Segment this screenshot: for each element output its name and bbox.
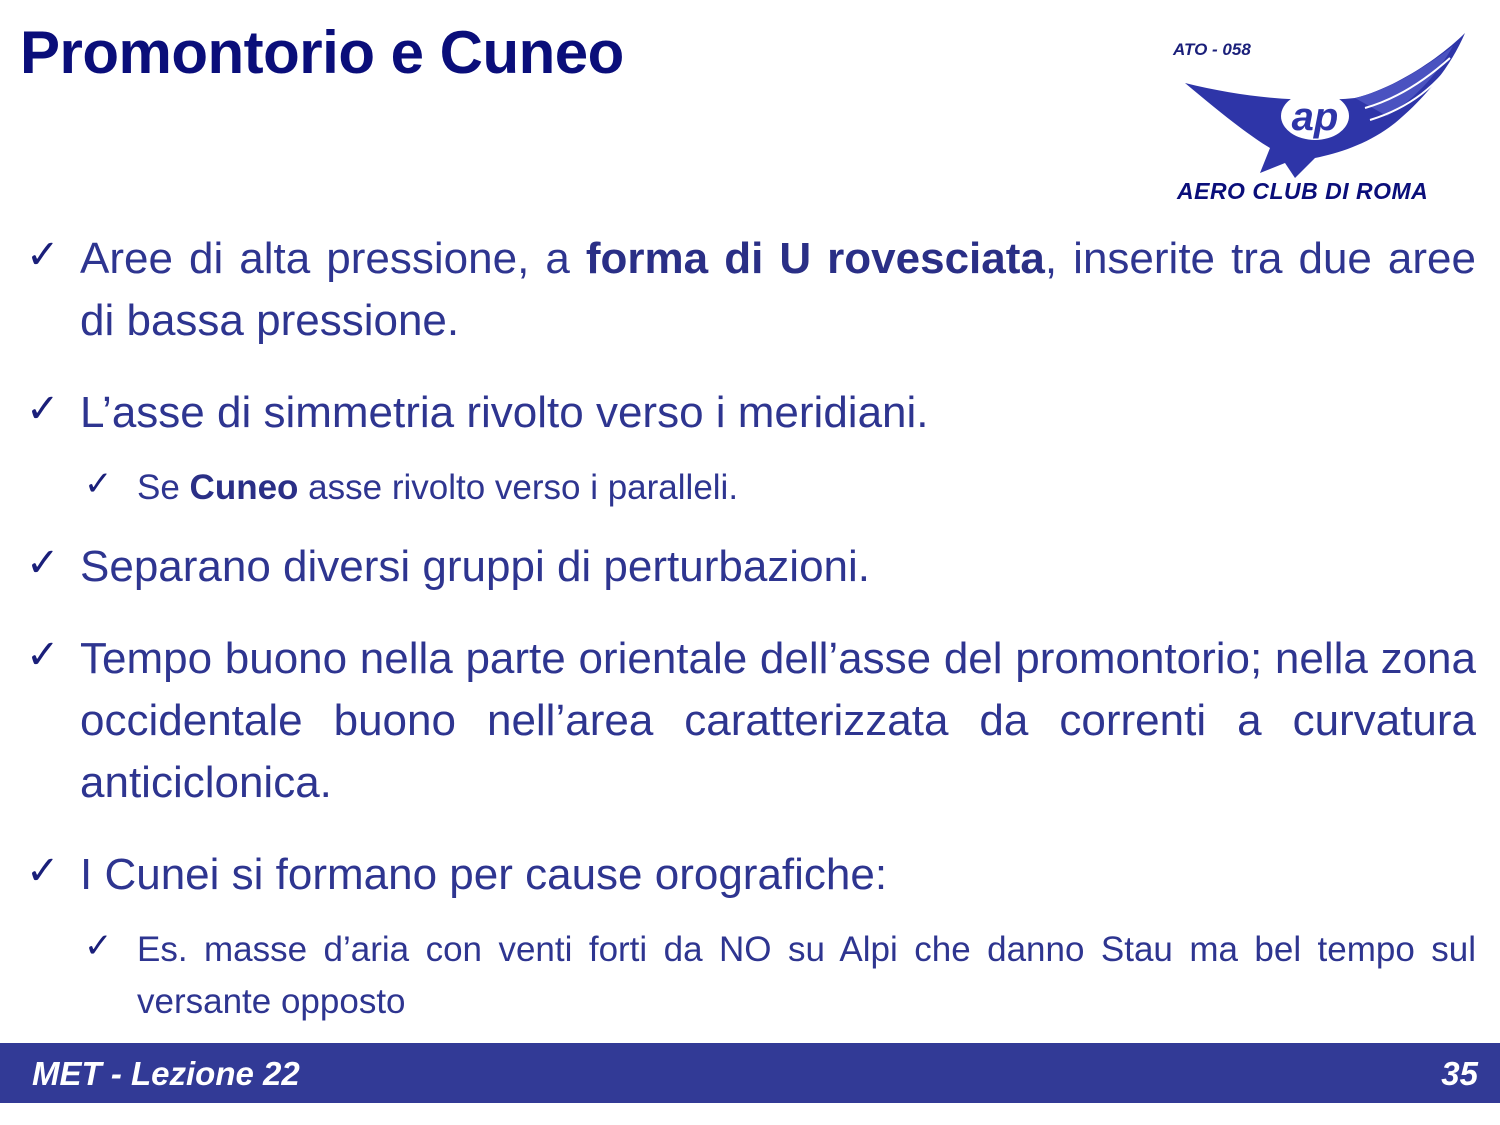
bullet-item: ✓ Separano diversi gruppi di perturbazioni. xyxy=(0,536,1500,598)
bullet-item: ✓ I Cunei si formano per cause orografiche: xyxy=(0,844,1500,906)
sub-bullet-item: ✓ Se Cuneo asse rivolto verso i paralleli. xyxy=(0,462,1500,514)
footer-course: MET - Lezione 22 xyxy=(32,1055,300,1092)
svg-text:ap: ap xyxy=(1291,95,1339,139)
check-icon: ✓ xyxy=(84,465,113,503)
bullet-item: ✓ Aree di alta pressione, a forma di U rovesciata, inserite tra due aree di bassa pressione. xyxy=(0,228,1500,352)
aero-club-logo xyxy=(1165,28,1480,213)
slide-title: Promontorio e Cuneo xyxy=(20,19,624,86)
footer-bar xyxy=(0,1043,1500,1103)
check-icon: ✓ xyxy=(26,849,60,893)
page-number: 35 xyxy=(1441,1055,1478,1092)
check-icon: ✓ xyxy=(26,633,60,677)
logo-name: AERO CLUB DI ROMA xyxy=(1177,178,1429,204)
logo-code: ATO - 058 xyxy=(1173,40,1251,59)
bullet-item: ✓ Tempo buono nella parte orientale dell’asse del promontorio; nella zona occidentale buono nell’area caratterizzata da correnti a curvatura anticiclonica. xyxy=(0,628,1500,814)
check-icon: ✓ xyxy=(26,233,60,277)
check-icon: ✓ xyxy=(26,541,60,585)
bullet-item: ✓ L’asse di simmetria rivolto verso i meridiani. xyxy=(0,382,1500,444)
check-icon: ✓ xyxy=(84,927,113,965)
check-icon: ✓ xyxy=(26,387,60,431)
sub-bullet-item: ✓ Es. masse d’aria con venti forti da NO su Alpi che danno Stau ma bel tempo sul versante opposto xyxy=(0,924,1500,1028)
bullet-list xyxy=(0,228,1500,1050)
